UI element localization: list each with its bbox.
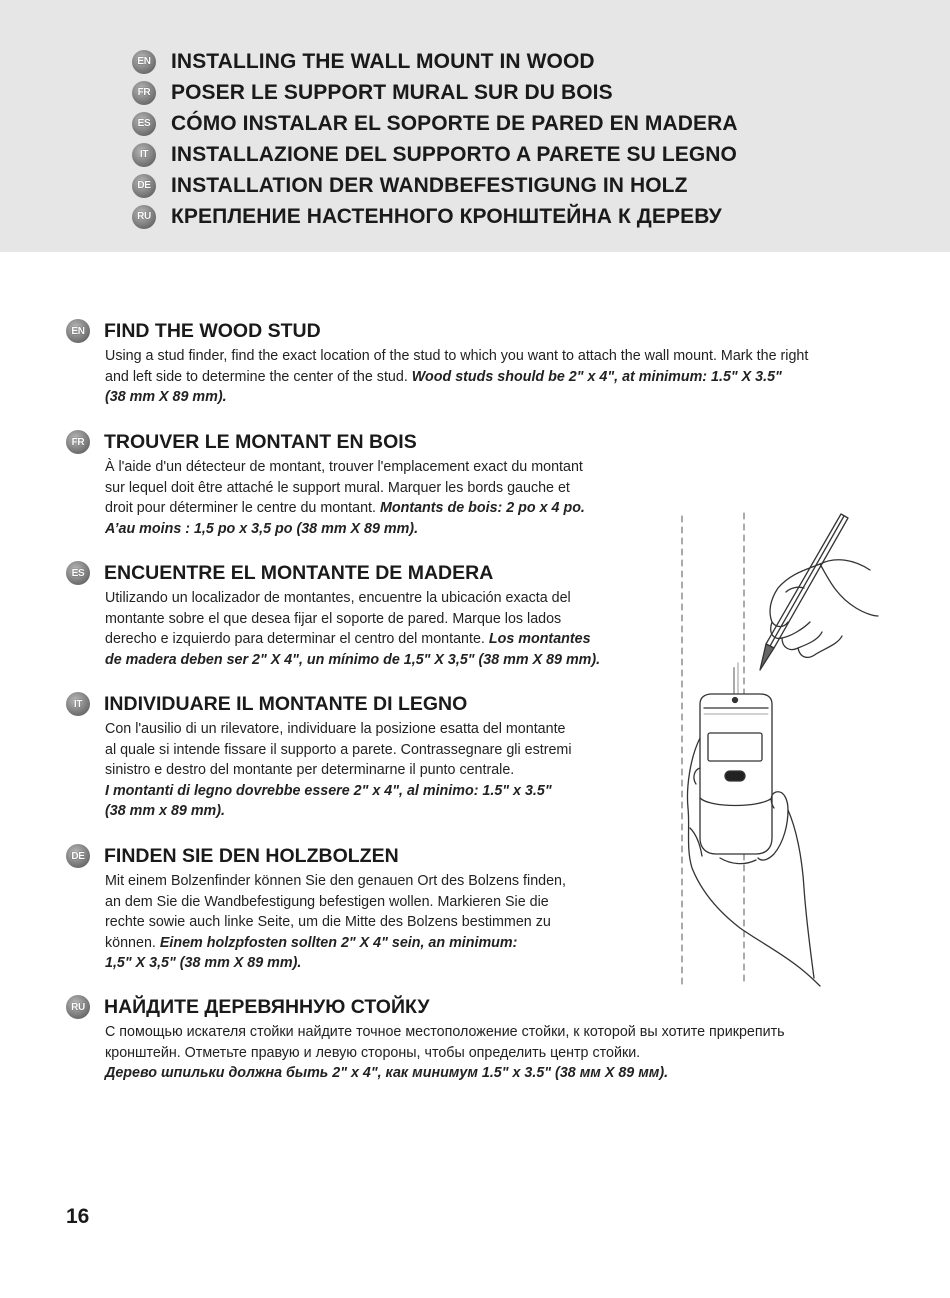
body-line (105, 933, 566, 954)
body-line: al quale si intende fissare il supporto a parete. Contrassegnare gli estremi (105, 741, 572, 758)
body-line: кронштейн. Отметьте правую и левую стороны, чтобы определить центр стойки. (105, 1044, 641, 1061)
body-text: droit pour déterminer le centre du montant. (105, 500, 380, 517)
section-fr (66, 429, 585, 539)
title-row-it (132, 139, 738, 170)
language-badge-de: DE (66, 844, 90, 868)
language-badge-de: DE (132, 174, 156, 198)
page-number: 16 (66, 1205, 90, 1228)
section-title-es: ENCUENTRE EL MONTANTE DE MADERA (104, 561, 494, 584)
body-line: À l'aide d'un détecteur de montant, trouver l'emplacement exact du montant (105, 459, 583, 475)
section-body-it (105, 719, 572, 822)
pencil-icon (760, 514, 848, 670)
title-list (132, 46, 738, 232)
section-ru (66, 994, 785, 1084)
language-badge-es: ES (66, 561, 90, 585)
title-row-fr (132, 77, 738, 108)
title-row-es (132, 108, 738, 139)
section-body-es (105, 588, 600, 670)
spec-text: Дерево шпильки должна быть 2" x 4", как минимум 1.5" x 3.5" (38 мм X 89 мм). (105, 1065, 669, 1082)
section-it (66, 691, 572, 822)
body-line: Mit einem Bolzenfinder können Sie den genauen Ort des Bolzens finden, (105, 873, 566, 889)
body-text: and left side to determine the center of the stud. (105, 368, 412, 385)
section-body-en (105, 346, 808, 408)
section-body-ru (105, 1022, 785, 1084)
section-head-it (66, 691, 572, 717)
section-body-de (105, 871, 566, 974)
section-title-en: FIND THE WOOD STUD (104, 319, 321, 342)
section-title-fr: TROUVER LE MONTANT EN BOIS (104, 430, 417, 453)
body-line (105, 629, 600, 650)
section-de (66, 843, 566, 974)
language-badge-ru: RU (66, 995, 90, 1019)
body-line: an dem Sie die Wandbefestigung befestigen wollen. Markieren Sie die (105, 893, 549, 910)
section-en (66, 318, 808, 408)
language-badge-it: IT (66, 692, 90, 716)
body-line: С помощью искателя стойки найдите точное местоположение стойки, к которой вы хотите прикрепить (105, 1024, 785, 1040)
spec-text: Los montantes (488, 631, 591, 648)
language-badge-fr: FR (66, 430, 90, 454)
section-head-es (66, 560, 600, 586)
body-text: können. (105, 934, 160, 951)
display-screen (708, 733, 762, 761)
body-line (105, 367, 808, 388)
body-text: derecho e izquierdo para determinar el centro del montante. (105, 631, 489, 648)
language-badge-es: ES (132, 112, 156, 136)
body-line: Using a stud finder, find the exact location of the stud to which you want to attach the wall mount. Mark the right (105, 348, 809, 364)
stud-finder-illustration (670, 508, 880, 988)
title-es: CÓMO INSTALAR EL SOPORTE DE PARED EN MADERA (171, 111, 738, 135)
body-line: sur lequel doit être attaché le support mural. Marquer les bords gauche et (105, 479, 570, 496)
language-badge-en: EN (132, 50, 156, 74)
title-row-ru (132, 201, 738, 232)
title-de: INSTALLATION DER WANDBEFESTIGUNG IN HOLZ (171, 173, 688, 197)
stud-finder-device (700, 694, 772, 854)
title-it: INSTALLAZIONE DEL SUPPORTO A PARETE SU LEGNO (171, 142, 737, 166)
section-head-de (66, 843, 566, 869)
title-row-de (132, 170, 738, 201)
spec-text: Wood studs should be 2" x 4", at minimum: 1.5" X 3.5" (411, 368, 782, 385)
language-badge-ru: RU (132, 205, 156, 229)
section-body-fr (105, 457, 585, 539)
body-line (105, 498, 585, 519)
language-badge-en: EN (66, 319, 90, 343)
header-band (0, 0, 950, 252)
scan-button (725, 771, 745, 781)
body-line: Con l'ausilio di un rilevatore, individuare la posizione esatta del montante (105, 721, 566, 737)
section-title-ru: НАЙДИТЕ ДЕРЕВЯННУЮ СТОЙКУ (104, 995, 430, 1018)
title-fr: POSER LE SUPPORT MURAL SUR DU BOIS (171, 80, 613, 104)
title-ru: КРЕПЛЕНИЕ НАСТЕННОГО КРОНШТЕЙНА К ДЕРЕВУ (171, 204, 722, 228)
spec-text: I montanti di legno dovrebbe essere 2" x 4", al minimo: 1.5" x 3.5" (105, 782, 552, 799)
spec-text: (38 mm x 89 mm). (105, 803, 225, 820)
section-es (66, 560, 600, 670)
spec-text: de madera deben ser 2" X 4", un mínimo de 1,5" X 3,5" (38 mm X 89 mm). (105, 651, 601, 668)
title-row-en (132, 46, 738, 77)
spec-text: Montants de bois: 2 po x 4 po. (379, 500, 585, 517)
body-line: rechte sowie auch linke Seite, um die Mitte des Bolzens bestimmen zu (105, 914, 551, 931)
language-badge-it: IT (132, 143, 156, 167)
spec-text: A’au moins : 1,5 po x 3,5 po (38 mm X 89 mm). (105, 520, 419, 537)
section-head-ru (66, 994, 785, 1020)
section-head-fr (66, 429, 585, 455)
language-badge-fr: FR (132, 81, 156, 105)
section-title-it: INDIVIDUARE IL MONTANTE DI LEGNO (104, 692, 468, 715)
spec-text: 1,5" X 3,5" (38 mm X 89 mm). (105, 955, 302, 972)
section-title-de: FINDEN SIE DEN HOLZBOLZEN (104, 844, 399, 867)
center-marker-icon (733, 698, 738, 703)
section-head-en (66, 318, 808, 344)
body-line: montante sobre el que desea fijar el soporte de pared. Marque los lados (105, 610, 562, 627)
spec-text: Einem holzpfosten sollten 2" X 4" sein, an minimum: (159, 934, 518, 951)
body-line: sinistro e destro del montante per determinarne il punto centrale. (105, 762, 515, 779)
title-en: INSTALLING THE WALL MOUNT IN WOOD (171, 49, 595, 73)
body-line: Utilizando un localizador de montantes, encuentre la ubicación exacta del (105, 590, 571, 606)
spec-text: (38 mm X 89 mm). (105, 389, 227, 406)
